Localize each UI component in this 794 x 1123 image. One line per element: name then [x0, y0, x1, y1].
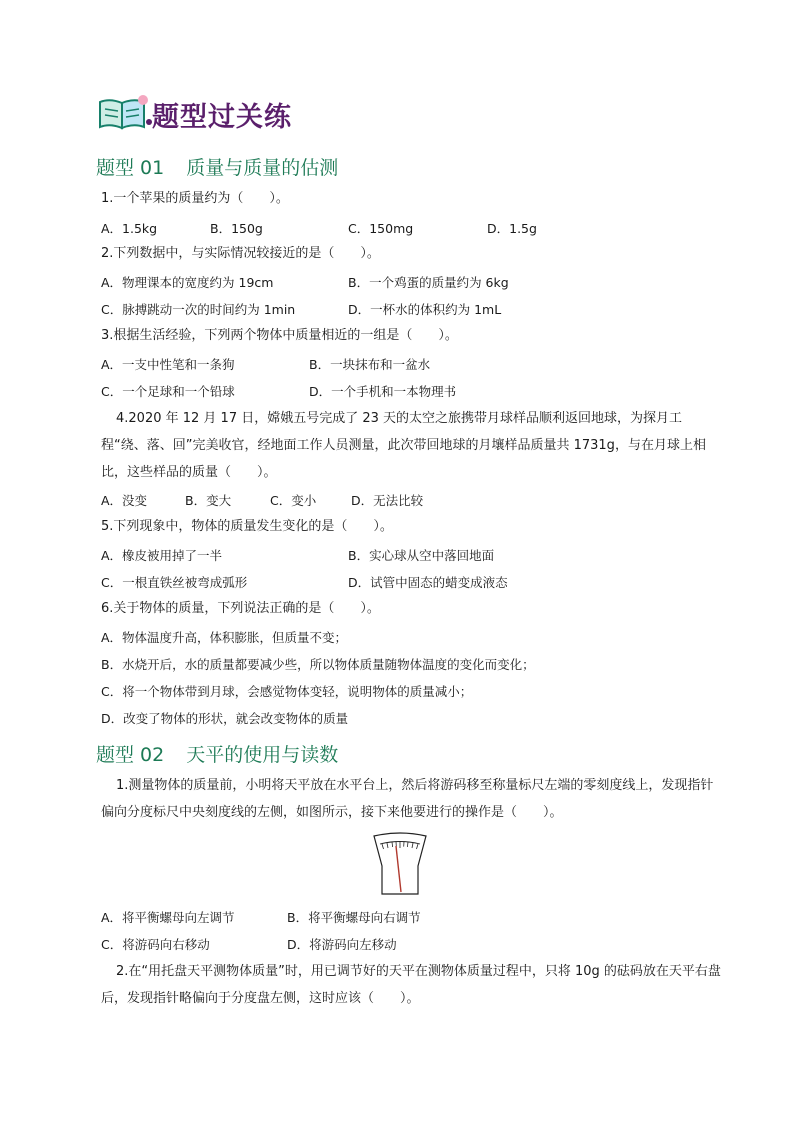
section-heading-01 — [96, 153, 338, 180]
question-stem: 1.测量物体的质量前，小明将天平放在水平台上，然后将游码移至称量标尺左端的零刻度线上，发现指针偏向分度标尺中央刻度线的左侧，如图所示，接下来他要进行的操作是（ ）。 — [101, 778, 714, 820]
option: A．橡皮被用掉了一半 — [101, 548, 223, 563]
question-stem: 5.下列现象中，物体的质量发生变化的是（ ）。 — [101, 519, 393, 534]
option: B．水烧开后，水的质量都要减少些，所以物体质量随物体温度的变化而变化； — [101, 657, 535, 672]
balance-scale-figure — [370, 832, 430, 898]
option: B．150g — [210, 221, 263, 236]
section-heading-02 — [96, 740, 338, 767]
section-title: 天平的使用与读数 — [186, 744, 339, 766]
question-stem: 6.关于物体的质量，下列说法正确的是（ ）。 — [101, 601, 380, 616]
option: D．一杯水的体积约为 1mL — [348, 302, 502, 317]
book-icon — [100, 95, 152, 128]
option: A．没变 — [101, 493, 148, 508]
option: A．物体温度升高，体积膨胀，但质量不变； — [101, 630, 348, 645]
question-stem: 1.一个苹果的质量约为（ ）。 — [101, 191, 289, 206]
option: D．改变了物体的形状，就会改变物体的质量 — [101, 711, 349, 726]
section-label: 题型 01 — [96, 157, 165, 179]
option: B．一个鸡蛋的质量约为 6kg — [348, 275, 509, 290]
option: A．将平衡螺母向左调节 — [101, 910, 235, 925]
option: D．试管中固态的蜡变成液态 — [348, 575, 508, 590]
option: B．变大 — [185, 493, 232, 508]
option: A．物理课本的宽度约为 19cm — [101, 275, 274, 290]
option: C．将游码向右移动 — [101, 937, 210, 952]
question-stem: 4.2020 年 12 月 17 日，嫦娥五号完成了 23 天的太空之旅携带月球样品顺利返回地球，为探月工程“绕、落、回”完美收官，经地面工作人员测量，此次带回地球的月壤样品质量共 1731g，与在月球上相比，这些样品的质量（ ）。 — [101, 411, 706, 480]
option: B．实心球从空中落回地面 — [348, 548, 495, 563]
banner-title: 题型过关练 — [152, 102, 292, 133]
option: C．一根直铁丝被弯成弧形 — [101, 575, 248, 590]
option: D．一个手机和一本物理书 — [309, 384, 457, 399]
option: A．1.5kg — [101, 221, 158, 236]
option: C．将一个物体带到月球，会感觉物体变轻，说明物体的质量减小； — [101, 684, 473, 699]
option: D．无法比较 — [351, 493, 424, 508]
section-label: 题型 02 — [96, 744, 165, 766]
section-title: 质量与质量的估测 — [186, 157, 339, 179]
option: D．将游码向左移动 — [287, 937, 397, 952]
option: D．1.5g — [487, 221, 537, 236]
option: B．将平衡螺母向右调节 — [287, 910, 421, 925]
question-stem: 2.下列数据中，与实际情况较接近的是（ ）。 — [101, 246, 380, 261]
option: C．脉搏跳动一次的时间约为 1min — [101, 302, 296, 317]
option: C．一个足球和一个铅球 — [101, 384, 235, 399]
question-stem: 2.在“用托盘天平测物体质量”时，用已调节好的天平在测物体质量过程中，只将 10g 的砝码放在天平右盘后，发现指针略偏向于分度盘左侧，这时应该（ ）。 — [101, 964, 721, 1006]
question-stem: 3.根据生活经验，下列两个物体中质量相近的一组是（ ）。 — [101, 328, 458, 343]
option: C．变小 — [270, 493, 317, 508]
option: C．150mg — [348, 221, 414, 236]
option: A．一支中性笔和一条狗 — [101, 357, 235, 372]
option: B．一块抹布和一盆水 — [309, 357, 431, 372]
